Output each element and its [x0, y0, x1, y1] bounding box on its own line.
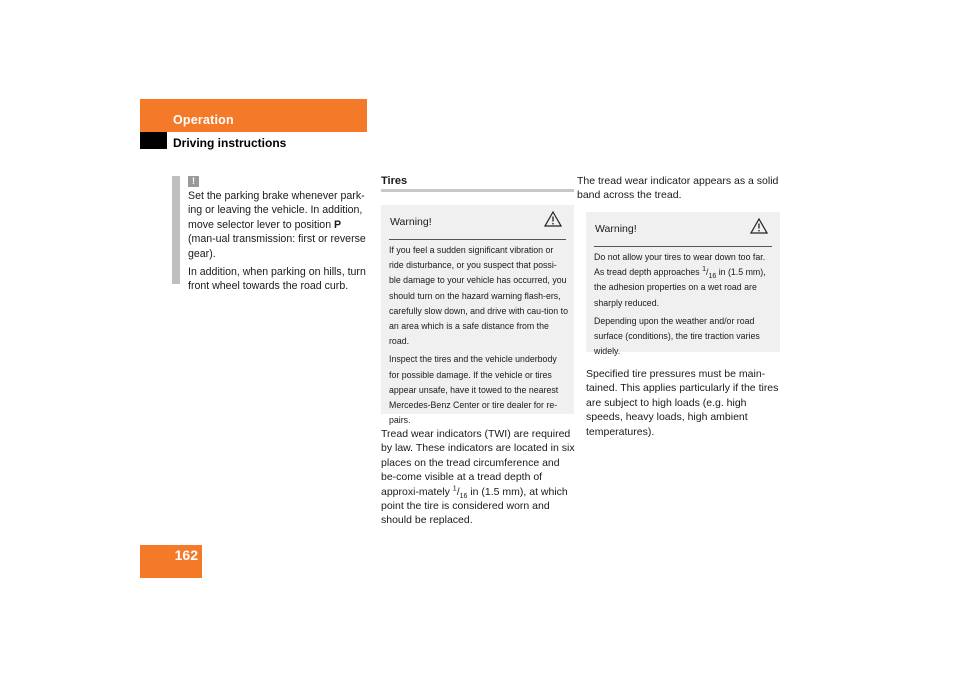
- page-number: 162: [174, 547, 198, 563]
- warning-box-vibration: [381, 205, 574, 426]
- warning-body: [594, 250, 774, 362]
- warning-triangle-icon: [750, 218, 768, 234]
- warning-box-tread: [586, 212, 780, 357]
- tires-heading: Tires: [381, 175, 408, 187]
- warning-paragraph-2: Inspect the tires and the vehicle underbody for possible damage. If the vehicle or tires appear unsafe, have it towed to the nearest Mercedes-Benz Center or tire dealer for re-pairs.: [389, 354, 559, 426]
- warning-paragraph-2: Depending upon the weather and/or road surface (conditions), the tire traction varies widely.: [594, 315, 760, 357]
- warning-header: [389, 205, 566, 240]
- note-paragraph-2: In addition, when parking on hills, turn front wheel towards the road curb.: [188, 266, 366, 293]
- twi-text: Tread wear indicators (TWI) are required by law. These indicators are located in six places on the tread circumference and be-come visible at a tread depth of approxi-mately $^1/_{16}$ in (1.5 mm), at which point the tire is considered worn and should be replaced.: [381, 428, 575, 527]
- warning-body: [389, 243, 568, 431]
- header-tab: [140, 132, 167, 149]
- warning-label: Warning!: [595, 223, 637, 235]
- warning-paragraph-1: Do not allow your tires to wear down too far. As tread depth approaches $^1/_{16}$ in (1.5 mm), the adhesion properties on a wet road are sharply reduced.: [594, 252, 766, 308]
- warning-label: Warning!: [390, 216, 432, 228]
- warning-header: [594, 212, 772, 247]
- note-box: [172, 176, 367, 293]
- pressure-text: Specified tire pressures must be main-tained. This applies particularly if the tires are subject to high loads (e.g. high speeds, heavy loads, high ambient temperatures).: [586, 368, 779, 438]
- exclamation-icon: !: [188, 176, 199, 187]
- indicator-text: The tread wear indicator appears as a solid band across the tread.: [577, 175, 779, 202]
- warning-triangle-icon: [544, 211, 562, 227]
- note-text: [188, 189, 370, 298]
- note-bar: [172, 176, 180, 284]
- subsection-title: Driving instructions: [173, 136, 287, 150]
- section-title: Operation: [173, 113, 234, 127]
- heading-rule: [381, 189, 574, 192]
- note-paragraph-1: Set the parking brake whenever park-ing or leaving the vehicle. In addition, move selector lever to position P (man-ual transmission: first or reverse gear).: [188, 190, 366, 260]
- warning-paragraph-1: If you feel a sudden significant vibration or ride disturbance, or you suspect that possi-ble damage to your vehicle has occurred, you should turn on the hazard warning flash-ers, carefully slow down, and drive with cau-tion to an area which is a safe distance from the road.: [389, 245, 568, 347]
